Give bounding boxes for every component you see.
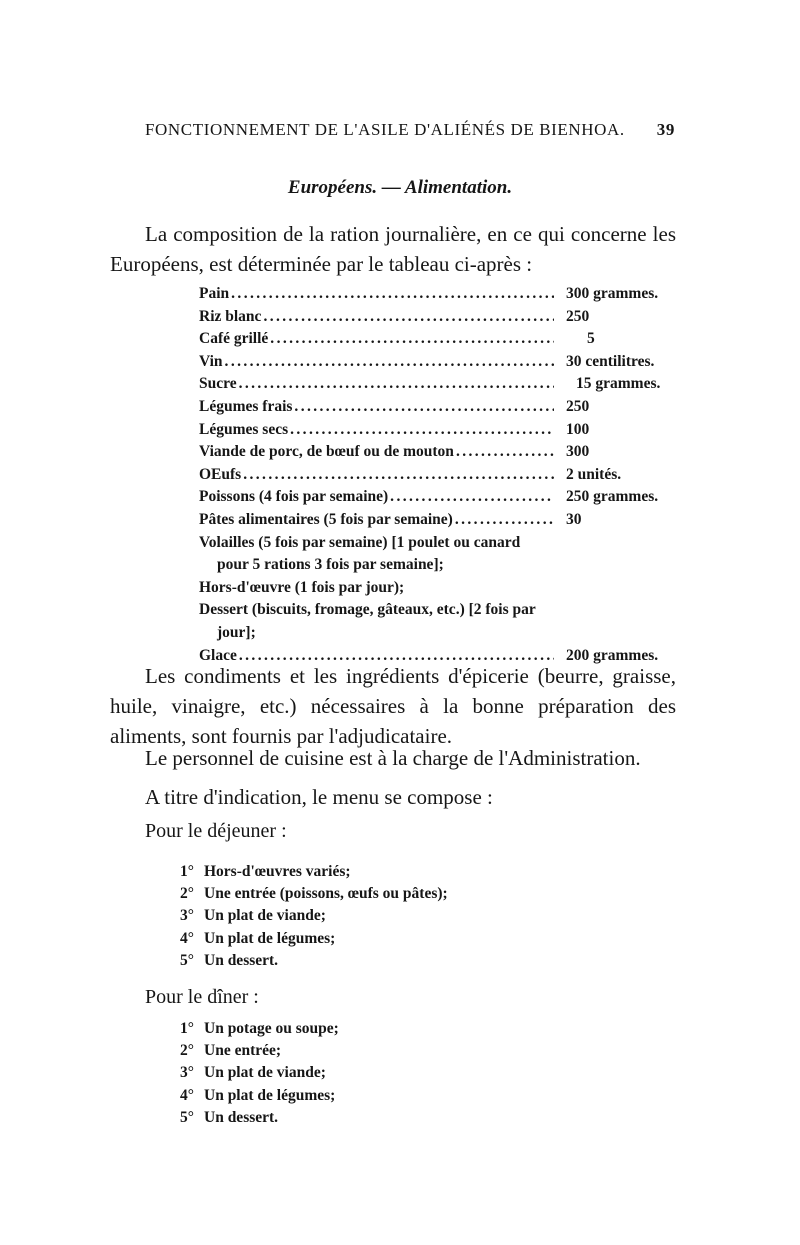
list-item: 1° Un potage ou soupe; — [180, 1020, 339, 1037]
list-item: 5° Un dessert. — [180, 1108, 279, 1126]
intro-text: La composition de la ration journalière, en ce qui concerne les Européens, est déterminée par le tableau ci-après : — [110, 222, 676, 276]
ration-row: Légumes secs ..... 100 — [199, 419, 681, 442]
ration-row: Riz blanc ..... 250 — [199, 306, 681, 329]
ration-table — [199, 283, 681, 667]
diner-list — [180, 1018, 630, 1129]
condiments-paragraph: Les condiments et les ingrédients d'épicerie (beurre, graisse, huile, vinaigre, etc.) nécessaires à la bonne préparation des aliments, sont fournis par l'adjudicataire. — [110, 664, 676, 748]
ration-row: Café grillé ..... 5 — [199, 328, 681, 351]
ration-dessert: Dessert (biscuits, fromage, gâteaux, etc.) [2 fois par jour]; — [199, 601, 536, 641]
ration-row: Vin ..... 30 centilitres. — [199, 351, 681, 374]
list-item: 5° Un dessert. — [180, 951, 279, 969]
ration-row: Poissons (4 fois par semaine) ..... 250 grammes. — [199, 486, 681, 509]
ration-row: Pain ..... 300 grammes. — [199, 283, 681, 306]
indication-paragraph: A titre d'indication, le menu se compose : — [145, 785, 493, 809]
page-number: 39 — [656, 120, 675, 139]
section-title: Européens. — Alimentation. — [287, 177, 513, 198]
ration-row: Pâtes alimentaires (5 fois par semaine) ..... 30 — [199, 509, 681, 532]
intro-paragraph — [110, 219, 676, 279]
ration-row: OEufs ..... 2 unités. — [199, 464, 681, 487]
running-title: FONCTIONNEMENT DE L'ASILE D'ALIÉNÉS DE BIENHOA. — [145, 120, 625, 139]
ration-hors-doeuvre: Hors-d'œuvre (1 fois par jour); — [199, 578, 405, 596]
personnel-paragraph: Le personnel de cuisine est à la charge de l'Administration. — [145, 746, 641, 770]
dejeuner-heading: Pour le déjeuner : — [145, 820, 287, 842]
ration-row: Glace ..... 200 grammes. — [199, 645, 681, 668]
dejeuner-list — [180, 861, 630, 972]
list-item: 2° Une entrée (poissons, œufs ou pâtes); — [180, 885, 448, 903]
ration-row: Sucre ..... 15 grammes. — [199, 373, 681, 396]
list-item: 4° Un plat de légumes; — [180, 1086, 336, 1104]
list-item: 3° Un plat de viande; — [180, 1064, 326, 1082]
ration-row: Viande de porc, de bœuf ou de mouton ..... 300 — [199, 441, 681, 464]
diner-heading: Pour le dîner : — [145, 986, 259, 1008]
ration-volailles: Volailles (5 fois par semaine) [1 poulet ou canard pour 5 rations 3 fois par semaine]; — [199, 533, 521, 574]
running-head — [145, 120, 675, 140]
list-item: 2° Une entrée; — [180, 1042, 282, 1060]
list-item: 3° Un plat de viande; — [180, 907, 326, 925]
ration-row: Légumes frais ..... 250 — [199, 396, 681, 419]
list-item: 1° Hors-d'œuvres variés; — [180, 863, 351, 880]
list-item: 4° Un plat de légumes; — [180, 929, 336, 947]
